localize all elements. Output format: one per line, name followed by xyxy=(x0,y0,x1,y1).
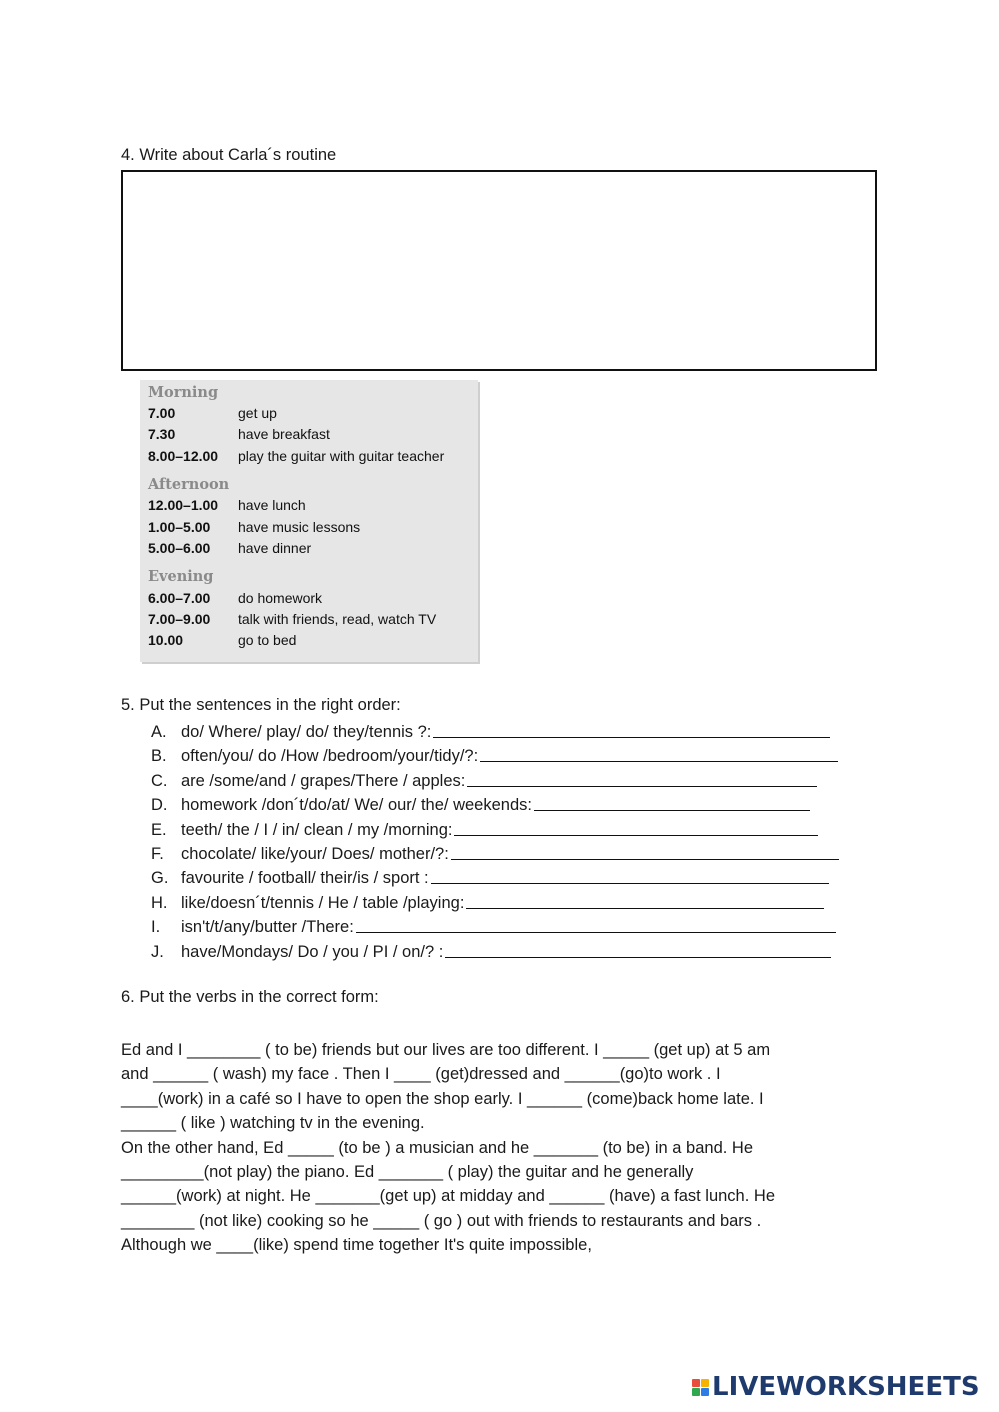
item-letter: C. xyxy=(151,771,168,790)
schedule-activity: have lunch xyxy=(238,497,306,513)
answer-blank[interactable] xyxy=(433,720,830,738)
item-prompt: have/Mondays/ Do / you / PI / on/? : xyxy=(181,942,444,961)
schedule-activity: go to bed xyxy=(238,632,297,648)
logo-mark-icon xyxy=(692,1379,709,1396)
schedule-activity: have dinner xyxy=(238,540,312,556)
schedule-row xyxy=(148,519,360,537)
answer-blank[interactable] xyxy=(480,744,838,762)
item-prompt: often/you/ do /How /bedroom/your/tidy/?: xyxy=(181,747,479,766)
exercise-6-heading: 6. Put the verbs in the correct form: xyxy=(121,988,379,1006)
schedule-section-morning: Morning xyxy=(148,384,219,401)
schedule-time: 6.00–7.00 xyxy=(148,590,211,606)
list-item xyxy=(151,769,839,793)
list-item xyxy=(151,720,839,744)
paragraph-line: _________(not play) the piano. Ed _______ ( play) the guitar and he generally xyxy=(121,1162,694,1181)
item-letter: A. xyxy=(151,723,167,741)
paragraph-line: ______(work) at night. He _______(get up) at midday and ______ (have) a fast lunch. He xyxy=(121,1187,775,1206)
schedule-activity: talk with friends, read, watch TV xyxy=(238,611,437,627)
schedule-row xyxy=(148,426,330,444)
paragraph-line: ________ (not like) cooking so he _____ ( go ) out with friends to restaurants and bars . xyxy=(121,1211,762,1230)
verb-form-paragraph xyxy=(121,1038,881,1258)
schedule-section-afternoon: Afternoon xyxy=(148,476,230,493)
answer-blank[interactable] xyxy=(356,915,836,933)
sentence-order-list xyxy=(151,720,839,964)
schedule-row xyxy=(148,497,306,515)
list-item xyxy=(151,793,839,817)
item-letter: B. xyxy=(151,747,167,766)
schedule-time: 1.00–5.00 xyxy=(148,519,211,535)
list-item xyxy=(151,818,839,842)
logo-square-yellow xyxy=(701,1379,709,1387)
schedule-time: 7.00 xyxy=(148,405,176,421)
carla-schedule-image xyxy=(140,380,478,662)
item-letter: F. xyxy=(151,844,164,863)
logo-square-blue xyxy=(701,1388,709,1396)
item-prompt: teeth/ the / I / in/ clean / my /morning: xyxy=(181,820,453,839)
schedule-row xyxy=(148,590,322,608)
answer-blank[interactable] xyxy=(466,891,824,909)
schedule-time: 5.00–6.00 xyxy=(148,540,211,556)
routine-answer-box[interactable] xyxy=(121,170,877,371)
paragraph-line: On the other hand, Ed _____ (to be ) a musician and he _______ (to be) in a band. He xyxy=(121,1138,754,1157)
paragraph-line: Ed and I ________ ( to be) friends but our lives are too different. I _____ (get up) at 5 am xyxy=(121,1041,771,1059)
schedule-time: 7.30 xyxy=(148,426,176,442)
liveworksheets-logo xyxy=(692,1372,980,1402)
item-prompt: homework /don´t/do/at/ We/ our/ the/ weekends: xyxy=(181,796,532,815)
exercise-5-heading: 5. Put the sentences in the right order: xyxy=(121,696,401,714)
list-item xyxy=(151,842,839,866)
schedule-activity: play the guitar with guitar teacher xyxy=(238,448,445,464)
logo-square-red xyxy=(692,1379,700,1387)
item-prompt: chocolate/ like/your/ Does/ mother/?: xyxy=(181,844,449,863)
item-prompt: like/doesn´t/tennis / He / table /playing: xyxy=(181,893,465,912)
paragraph-line: ____(work) in a café so I have to open the shop early. I ______ (come)back home late. I xyxy=(121,1089,764,1108)
answer-blank[interactable] xyxy=(431,866,829,884)
answer-blank[interactable] xyxy=(467,769,817,787)
item-letter: H. xyxy=(151,893,168,912)
item-prompt: do/ Where/ play/ do/ they/tennis ?: xyxy=(181,723,432,741)
list-item xyxy=(151,891,839,915)
schedule-row xyxy=(148,632,296,650)
schedule-activity: have breakfast xyxy=(238,426,330,442)
schedule-row xyxy=(148,611,436,629)
item-letter: G. xyxy=(151,869,169,888)
logo-square-green xyxy=(692,1388,700,1396)
schedule-time: 12.00–1.00 xyxy=(148,497,219,513)
paragraph-line: Although we ____(like) spend time together It's quite impossible, xyxy=(121,1236,592,1255)
answer-blank[interactable] xyxy=(454,818,818,836)
item-letter: D. xyxy=(151,796,168,815)
schedule-row xyxy=(148,448,444,466)
item-prompt: favourite / football/ their/is / sport : xyxy=(181,869,429,888)
schedule-time: 8.00–12.00 xyxy=(148,448,219,464)
answer-blank[interactable] xyxy=(534,793,810,811)
schedule-row xyxy=(148,405,277,423)
item-letter: J. xyxy=(151,942,164,961)
schedule-section-evening: Evening xyxy=(148,568,214,585)
schedule-activity: get up xyxy=(238,405,277,421)
schedule-activity: have music lessons xyxy=(238,519,361,535)
schedule-time: 10.00 xyxy=(148,632,184,648)
list-item xyxy=(151,940,839,964)
paragraph-line: and ______ ( wash) my face . Then I ____ (get)dressed and ______(go)to work . I xyxy=(121,1065,721,1084)
item-prompt: isn't/t/any/butter /There: xyxy=(181,918,354,937)
item-prompt: are /some/and / grapes/There / apples: xyxy=(181,771,466,790)
list-item xyxy=(151,866,839,890)
list-item xyxy=(151,915,839,939)
paragraph-line: ______ ( like ) watching tv in the evening. xyxy=(121,1114,425,1133)
schedule-time: 7.00–9.00 xyxy=(148,611,211,627)
answer-blank[interactable] xyxy=(445,940,831,958)
item-letter: E. xyxy=(151,820,167,839)
schedule-activity: do homework xyxy=(238,590,323,606)
logo-text: LIVEWORKSHEETS xyxy=(712,1372,980,1402)
item-letter: I. xyxy=(151,918,161,937)
answer-blank[interactable] xyxy=(451,842,839,860)
exercise-4-heading: 4. Write about Carla´s routine xyxy=(121,146,337,164)
schedule-row xyxy=(148,540,311,558)
list-item xyxy=(151,744,839,768)
